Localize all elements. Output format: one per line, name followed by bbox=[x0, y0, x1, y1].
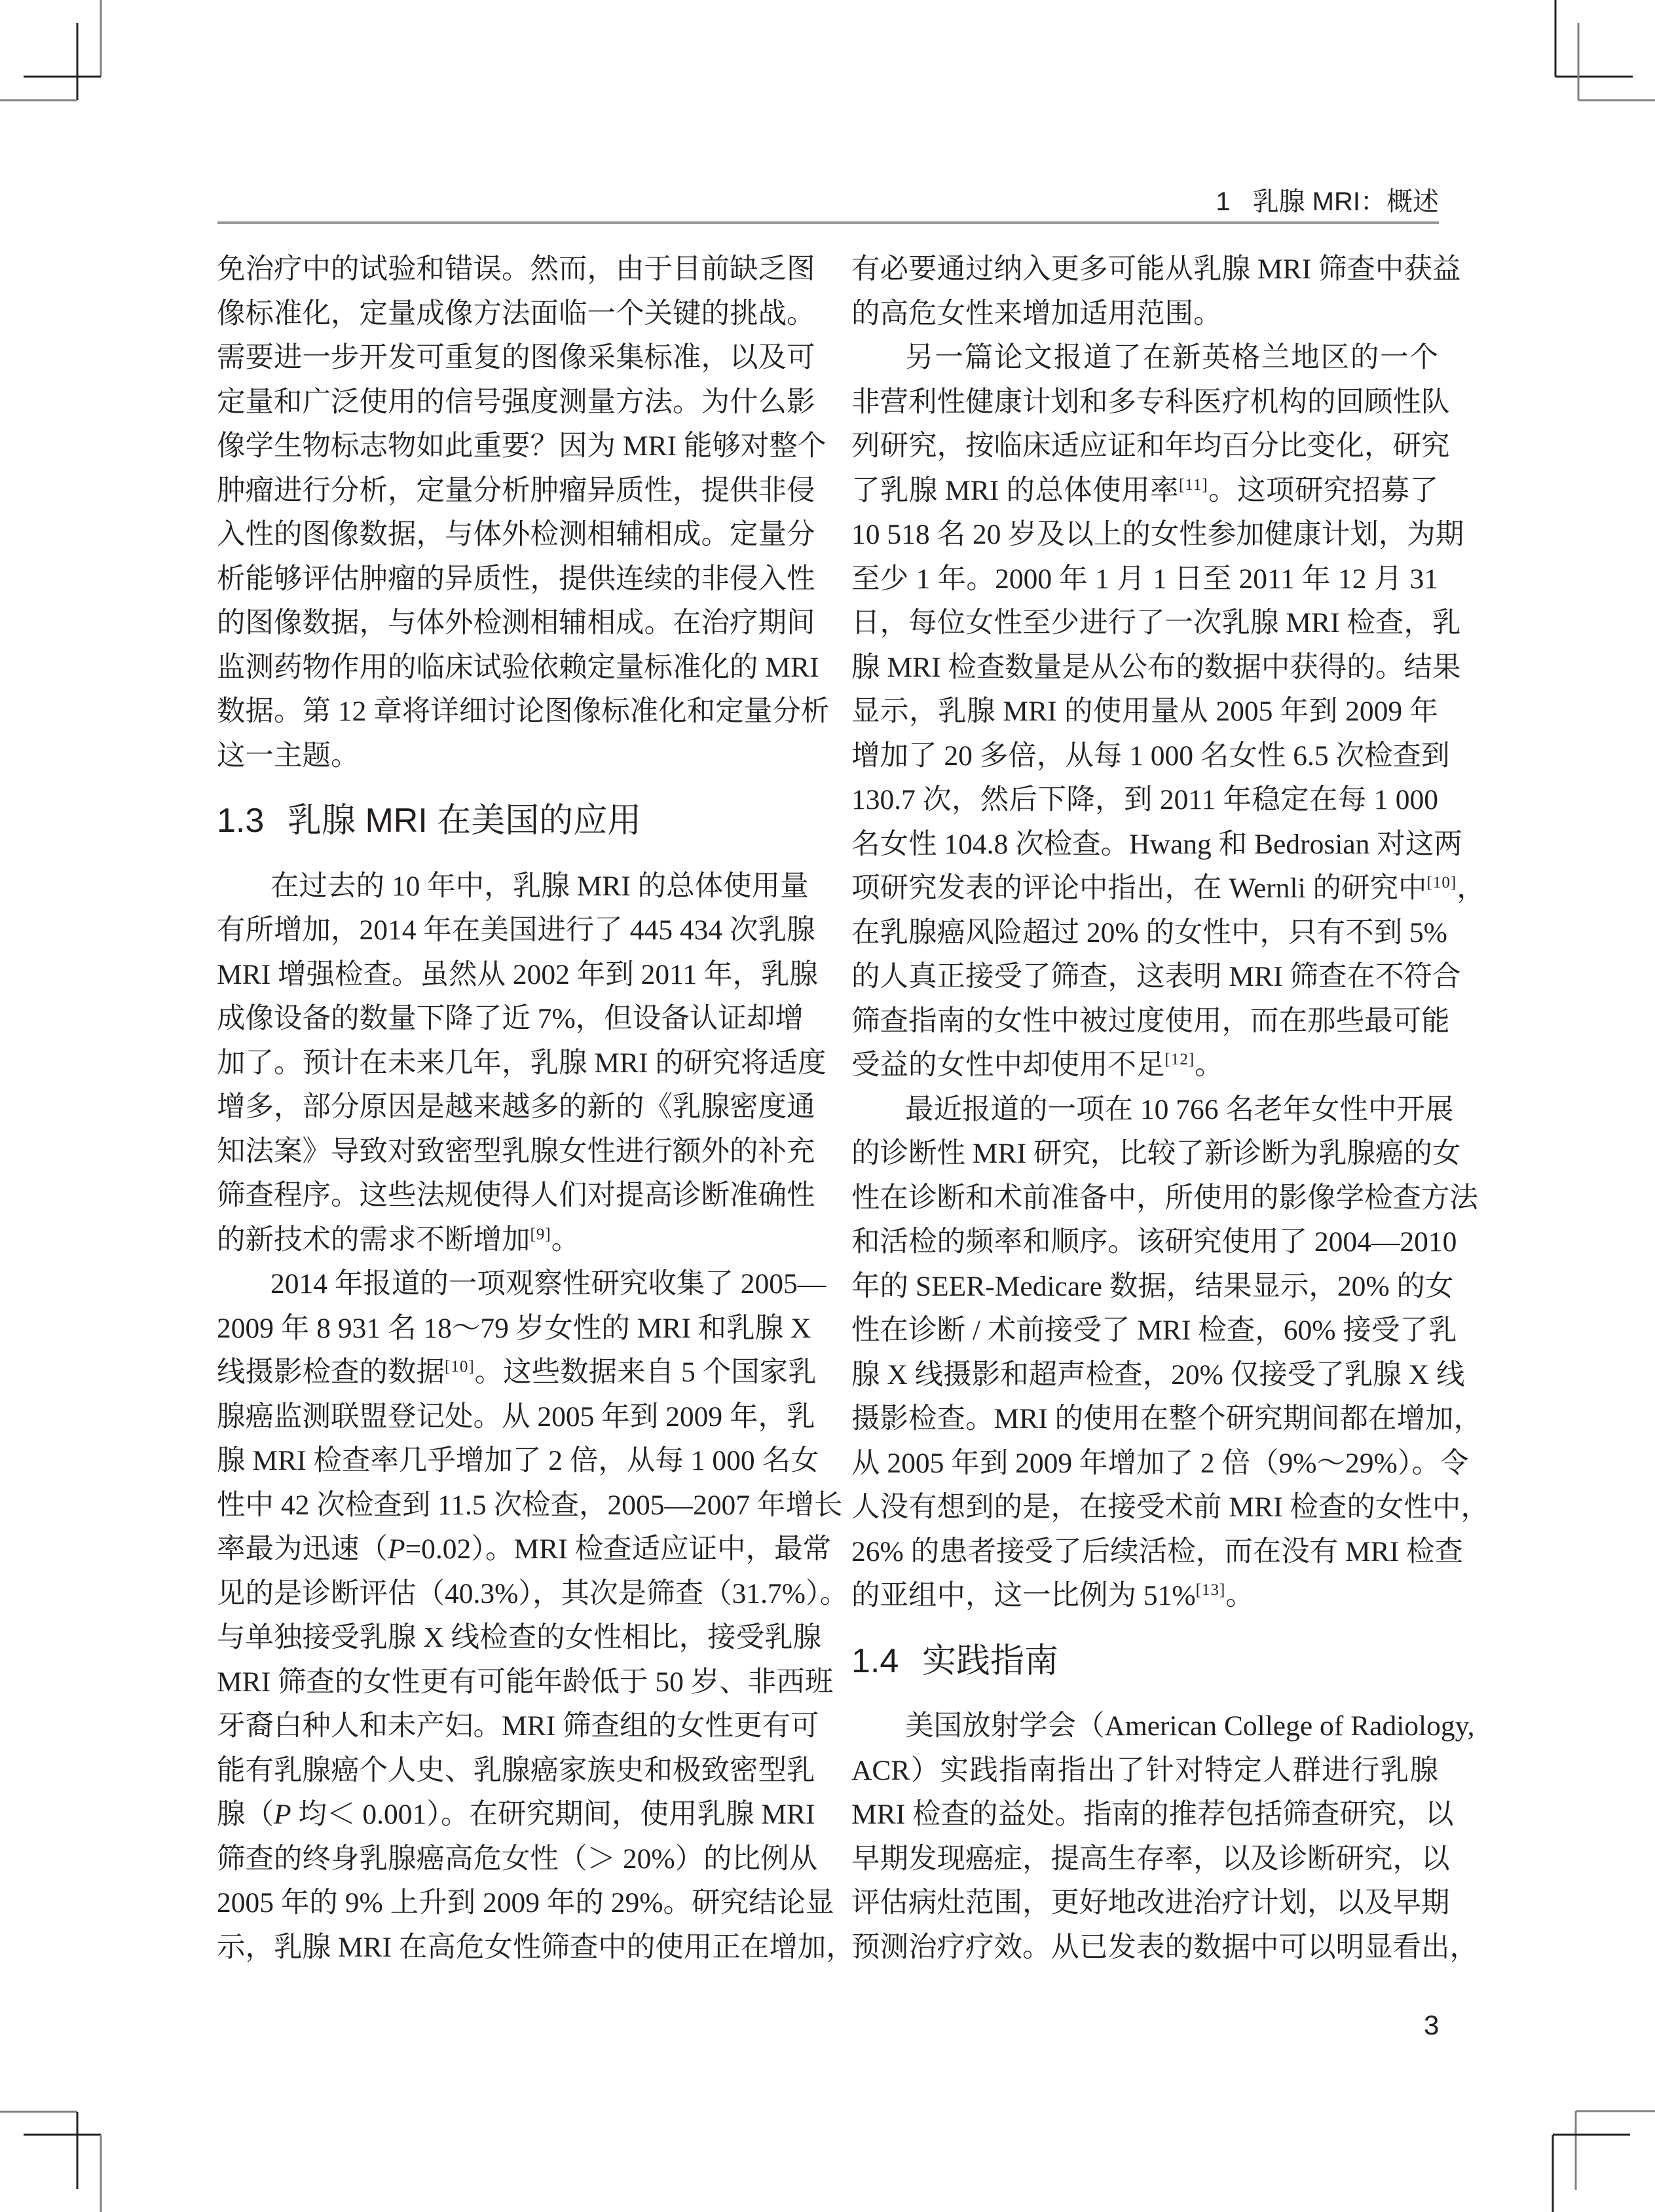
text-line: 和活检的频率和顺序。该研究使用了 2004—2010 bbox=[851, 1226, 1457, 1258]
text-segment: 线摄影检查的数据 bbox=[217, 1357, 445, 1388]
text-line: 早期发现癌症，提高生存率，以及诊断研究，以 bbox=[851, 1843, 1450, 1875]
text-line: 增多，部分原因是越来越多的新的《乳腺密度通 bbox=[217, 1091, 815, 1123]
text-line: 这一主题。 bbox=[217, 740, 360, 772]
text-line: 10 518 名 20 岁及以上的女性参加健康计划，为期 bbox=[851, 519, 1464, 550]
text-line: 年的 SEER-Medicare 数据，结果显示，20% 的女 bbox=[851, 1270, 1454, 1302]
header-rule bbox=[217, 221, 1439, 224]
text-line bbox=[217, 1351, 817, 1395]
text-line: 人没有想到的是，在接受术前 MRI 检查的女性中， bbox=[851, 1491, 1489, 1523]
text-line: 26% 的患者接受了后续活检，而在没有 MRI 检查 bbox=[851, 1535, 1464, 1567]
paragraph bbox=[851, 1704, 1478, 1970]
text-line: 2005 年的 9% 上升到 2009 年的 29%。研究结论显 bbox=[217, 1887, 834, 1919]
text-line: 性在诊断 / 术前接受了 MRI 检查，60% 接受了乳 bbox=[851, 1315, 1457, 1346]
section-title: 乳腺 MRI 在美国的应用 bbox=[288, 802, 642, 840]
text-line: 腺 MRI 检查率几乎增加了 2 倍，从每 1 000 名女 bbox=[217, 1445, 819, 1476]
text-segment: 率最为迅速（ bbox=[217, 1533, 388, 1565]
text-line: 与单独接受乳腺 X 线检查的女性相比，接受乳腺 bbox=[217, 1622, 822, 1653]
text-segment: 的亚组中，这一比例为 51% bbox=[851, 1580, 1196, 1611]
text-line: ACR）实践指南指出了针对特定人群进行乳腺 bbox=[851, 1754, 1438, 1786]
citation-reference[interactable]: [13] bbox=[1195, 1581, 1226, 1599]
text-line: 最近报道的一项在 10 766 名老年女性中开展 bbox=[905, 1093, 1454, 1125]
text-line: 有必要通过纳入更多可能从乳腺 MRI 筛查中获益 bbox=[851, 253, 1461, 285]
text-segment: 。这项研究招募了 bbox=[1208, 474, 1438, 506]
text-line: 筛查的终身乳腺癌高危女性（＞ 20%）的比例从 bbox=[217, 1843, 818, 1875]
citation-reference[interactable]: [12] bbox=[1164, 1051, 1195, 1068]
text-line: 性在诊断和术前准备中，所使用的影像学检查方法 bbox=[851, 1182, 1478, 1214]
text-line: 监测药物作用的临床试验依赖定量标准化的 MRI bbox=[217, 651, 819, 683]
crop-mark-bottom-left bbox=[0, 2112, 101, 2212]
text-segment: 的新技术的需求不断增加 bbox=[217, 1224, 530, 1256]
text-line: 入性的图像数据，与体外检测相辅相成。定量分 bbox=[217, 519, 815, 550]
text-line: 数据。第 12 章将详细讨论图像标准化和定量分析 bbox=[217, 696, 830, 727]
italic-symbol: P bbox=[274, 1799, 291, 1830]
text-line: 预测治疗疗效。从已发表的数据中可以明显看出， bbox=[851, 1931, 1478, 1963]
text-line: 像学生物标志物如此重要？因为 MRI 能够对整个 bbox=[217, 430, 827, 462]
text-line: 腺癌监测联盟登记处。从 2005 年到 2009 年，乳 bbox=[217, 1400, 815, 1433]
text-line: 性中 42 次检查到 11.5 次检查，2005—2007 年增长 bbox=[217, 1489, 843, 1521]
crop-mark-top-left bbox=[0, 0, 101, 100]
section-number: 1.4 bbox=[851, 1641, 899, 1680]
text-line: 需要进一步开发可重复的图像采集标准，以及可 bbox=[217, 342, 815, 373]
text-line: MRI 检查的益处。指南的推荐包括筛查研究，以 bbox=[851, 1799, 1454, 1830]
text-line: 非营利性健康计划和多专科医疗机构的回顾性队 bbox=[851, 386, 1450, 418]
text-segment: 项研究发表的评论中指出，在 Wernli 的研究中 bbox=[851, 872, 1427, 904]
text-line: MRI 筛查的女性更有可能年龄低于 50 岁、非西班 bbox=[217, 1666, 834, 1698]
text-line: 成像设备的数量下降了近 7%，但设备认证却增 bbox=[217, 1003, 804, 1034]
text-line: 增加了 20 多倍，从每 1 000 名女性 6.5 次检查到 bbox=[851, 740, 1450, 772]
text-line: 示，乳腺 MRI 在高危女性筛查中的使用正在增加， bbox=[217, 1931, 855, 1963]
text-line: 的图像数据，与体外检测相辅相成。在治疗期间 bbox=[217, 607, 815, 639]
text-segment: 。 bbox=[551, 1224, 580, 1256]
text-line bbox=[851, 469, 1438, 514]
text-line bbox=[851, 867, 1485, 911]
text-line: 美国放射学会（American College of Radiology, bbox=[905, 1710, 1475, 1742]
left-column bbox=[217, 248, 855, 1970]
text-line: 知法案》导致对致密型乳腺女性进行额外的补充 bbox=[217, 1135, 815, 1167]
citation-reference[interactable]: [10] bbox=[445, 1358, 475, 1376]
text-line: 像标准化，定量成像方法面临一个关键的挑战。 bbox=[217, 297, 815, 329]
text-line bbox=[217, 1218, 804, 1263]
text-line bbox=[217, 1793, 815, 1837]
text-line: 见的是诊断评估（40.3%），其次是筛查（31.7%）。 bbox=[217, 1577, 849, 1609]
text-line: 从 2005 年到 2009 年增加了 2 倍（9%～29%）。令 bbox=[851, 1447, 1469, 1479]
text-line: 日，每位女性至少进行了一次乳腺 MRI 检查，乳 bbox=[851, 607, 1461, 639]
chapter-title: 乳腺 MRI：概述 bbox=[1252, 187, 1439, 216]
text-segment: 受益的女性中却使用不足 bbox=[851, 1049, 1165, 1081]
text-line: 130.7 次，然后下降，到 2011 年稳定在每 1 000 bbox=[851, 784, 1438, 815]
text-line: 筛查程序。这些法规使得人们对提高诊断准确性 bbox=[217, 1180, 815, 1211]
text-segment: 均＜ 0.001）。在研究期间，使用乳腺 MRI bbox=[291, 1799, 815, 1830]
text-line: 能有乳腺癌个人史、乳腺癌家族史和极致密型乳 bbox=[217, 1754, 815, 1786]
text-segment: 腺（ bbox=[217, 1799, 274, 1830]
section-title: 实践指南 bbox=[922, 1641, 1059, 1680]
citation-reference[interactable]: [11] bbox=[1178, 476, 1208, 494]
text-line: 加了。预计在未来几年，乳腺 MRI 的研究将适度 bbox=[217, 1047, 827, 1079]
page-number: 3 bbox=[1424, 2010, 1440, 2040]
paragraph bbox=[851, 1088, 1489, 1619]
text-line: 腺 MRI 检查数量是从公布的数据中获得的。结果 bbox=[851, 651, 1461, 683]
text-line: 免治疗中的试验和错误。然而，由于目前缺乏图 bbox=[217, 253, 815, 285]
text-line: 列研究，按临床适应证和年均百分比变化，研究 bbox=[851, 430, 1450, 462]
text-line bbox=[851, 1043, 1438, 1088]
text-line: 析能够评估肿瘤的异质性，提供连续的非侵入性 bbox=[217, 563, 815, 595]
text-segment: 。这些数据来自 5 个国家乳 bbox=[474, 1357, 817, 1388]
crop-mark-bottom-right bbox=[1553, 2111, 1655, 2212]
text-line: 评估病灶范围，更好地改进治疗计划，以及早期 bbox=[851, 1887, 1450, 1919]
text-line: 在过去的 10 年中，乳腺 MRI 的总体使用量 bbox=[270, 870, 809, 902]
italic-symbol: P bbox=[388, 1533, 405, 1565]
section-heading bbox=[217, 778, 804, 865]
crop-mark-top-right bbox=[1555, 0, 1655, 100]
paragraph bbox=[217, 865, 827, 1263]
text-line: 名女性 104.8 次检查。Hwang 和 Bedrosian 对这两 bbox=[851, 828, 1462, 860]
paragraph bbox=[217, 1262, 855, 1970]
text-segment: 了乳腺 MRI 的总体使用率 bbox=[851, 474, 1179, 506]
text-segment: =0.02）。MRI 检查适应证中，最常 bbox=[405, 1533, 832, 1565]
text-segment: 。 bbox=[1225, 1580, 1254, 1611]
text-line bbox=[851, 1574, 1438, 1619]
text-line: 牙裔白种人和未产妇。MRI 筛查组的女性更有可 bbox=[217, 1710, 819, 1742]
text-line: 腺 X 线摄影和超声检查，20% 仅接受了乳腺 X 线 bbox=[851, 1359, 1465, 1391]
text-line: 肿瘤进行分析，定量分析肿瘤异质性，提供非侵 bbox=[217, 474, 815, 506]
text-line: 另一篇论文报道了在新英格兰地区的一个 bbox=[905, 342, 1438, 373]
text-line: 摄影检查。MRI 的使用在整个研究期间都在增加， bbox=[851, 1403, 1483, 1434]
text-line: 的高危女性来增加适用范围。 bbox=[851, 297, 1222, 329]
paragraph bbox=[217, 248, 830, 778]
text-line: 定量和广泛使用的信号强度测量方法。为什么影 bbox=[217, 386, 815, 418]
text-line bbox=[217, 1528, 832, 1572]
paragraph bbox=[851, 336, 1485, 1088]
text-line: 有所增加，2014 年在美国进行了 445 434 次乳腺 bbox=[217, 914, 815, 946]
text-line: 的人真正接受了筛查，这表明 MRI 筛查在不符合 bbox=[851, 961, 1461, 992]
text-segment: ， bbox=[1457, 872, 1485, 904]
text-line: 显示，乳腺 MRI 的使用量从 2005 年到 2009 年 bbox=[851, 696, 1438, 727]
text-line: 至少 1 年。2000 年 1 月 1 日至 2011 年 12 月 31 bbox=[851, 563, 1438, 595]
running-header bbox=[1216, 185, 1439, 219]
text-line: 在乳腺癌风险超过 20% 的女性中，只有不到 5% bbox=[851, 916, 1447, 948]
paragraph bbox=[851, 248, 1461, 336]
citation-reference[interactable]: [10] bbox=[1426, 874, 1457, 891]
section-number: 1.3 bbox=[217, 802, 265, 840]
text-line: 的诊断性 MRI 研究，比较了新诊断为乳腺癌的女 bbox=[851, 1138, 1461, 1169]
text-line: 2009 年 8 931 名 18～79 岁女性的 MRI 和乳腺 X bbox=[217, 1312, 811, 1344]
text-line: 筛查指南的女性中被过度使用，而在那些最可能 bbox=[851, 1005, 1450, 1037]
text-segment: 。 bbox=[1195, 1049, 1223, 1081]
text-line: MRI 增强检查。虽然从 2002 年到 2011 年，乳腺 bbox=[217, 958, 818, 990]
text-line: 2014 年报道的一项观察性研究收集了 2005— bbox=[270, 1268, 827, 1300]
right-column bbox=[851, 248, 1489, 1970]
chapter-number: 1 bbox=[1216, 187, 1231, 216]
section-heading bbox=[851, 1619, 1438, 1705]
citation-reference[interactable]: [9] bbox=[530, 1225, 551, 1243]
